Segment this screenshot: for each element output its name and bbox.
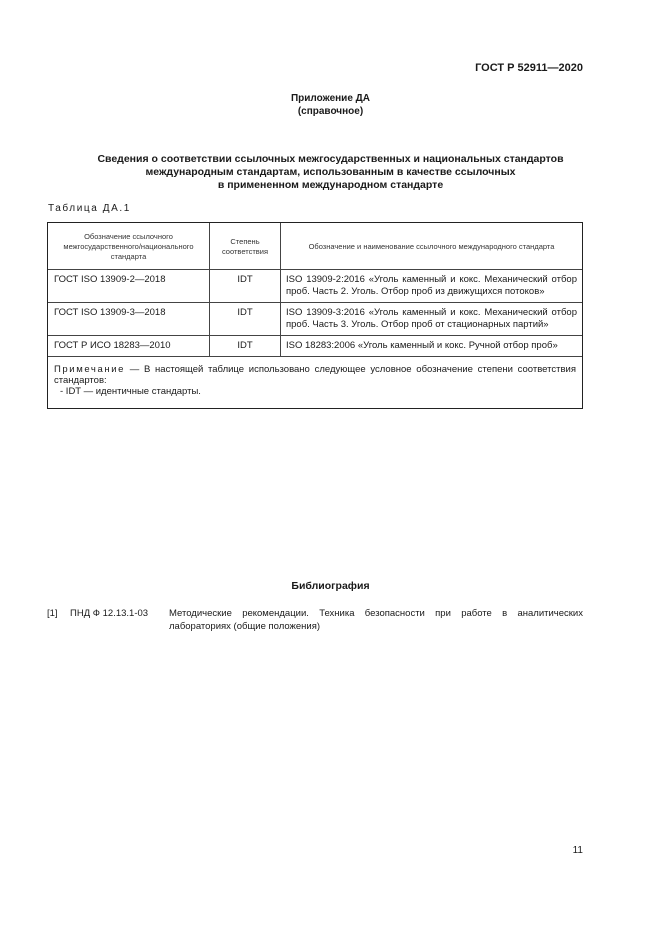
table-note-row [48, 357, 582, 409]
bibliography-entry-code: ПНД Ф 12.13.1-03 [70, 608, 149, 619]
table-header-row [48, 223, 582, 270]
column-header-degree: Степень соответствия [210, 223, 281, 270]
correspondence-table [47, 222, 583, 409]
section-title-line-3: в примененном международном стандарте [217, 179, 444, 191]
column-header-international: Обозначение и наименование ссылочного международного стандарта [281, 223, 583, 270]
cell-standard: ГОСТ Р ИСО 18283—2010 [48, 336, 210, 357]
bibliography-entry-number: [1] [47, 608, 58, 619]
appendix-subtitle: (справочное) [297, 106, 364, 117]
page-number: 11 [572, 845, 583, 856]
section-title [48, 153, 613, 192]
cell-international: ISO 13909-2:2016 «Уголь каменный и кокс. Механический отбор проб. Часть 2. Уголь. Отбор проб из движущихся потоков» [281, 270, 583, 303]
section-title-line-1: Сведения о соответствии ссылочных межгосударственных и национальных стандартов [97, 153, 564, 165]
cell-degree: IDT [210, 336, 281, 357]
bibliography-entry-description: Методические рекомендации. Техника безопасности при работе в аналитических лабораториях (общие положения) [169, 608, 583, 632]
appendix-heading [0, 92, 661, 118]
document-code: ГОСТ Р 52911—2020 [475, 62, 583, 74]
cell-degree: IDT [210, 270, 281, 303]
table-row [48, 336, 582, 357]
cell-standard: ГОСТ ISO 13909-2—2018 [48, 270, 210, 303]
table-row [48, 270, 582, 303]
cell-standard: ГОСТ ISO 13909-3—2018 [48, 303, 210, 336]
table-row [48, 303, 582, 336]
bibliography-title: Библиография [291, 580, 370, 592]
appendix-title: Приложение ДА [290, 93, 371, 104]
cell-international: ISO 18283:2006 «Уголь каменный и кокс. Ручной отбор проб» [281, 336, 583, 357]
note-text: — В настоящей таблице использовано следующее условное обозначение степени соответствия стандартов: [54, 364, 576, 386]
cell-degree: IDT [210, 303, 281, 336]
column-header-standard: Обозначение ссылочного межгосударственного/национального стандарта [48, 223, 210, 270]
note-item: - IDT — идентичные стандарты. [60, 386, 201, 397]
note-label: Примечание [54, 364, 125, 375]
cell-international: ISO 13909-3:2016 «Уголь каменный и кокс. Механический отбор проб. Часть 3. Уголь. Отбор проб от стационарных партий» [281, 303, 583, 336]
section-title-line-2: международным стандартам, использованным в качестве ссылочных [145, 166, 516, 178]
table-note [48, 357, 582, 409]
table-caption: Таблица ДА.1 [48, 203, 131, 214]
